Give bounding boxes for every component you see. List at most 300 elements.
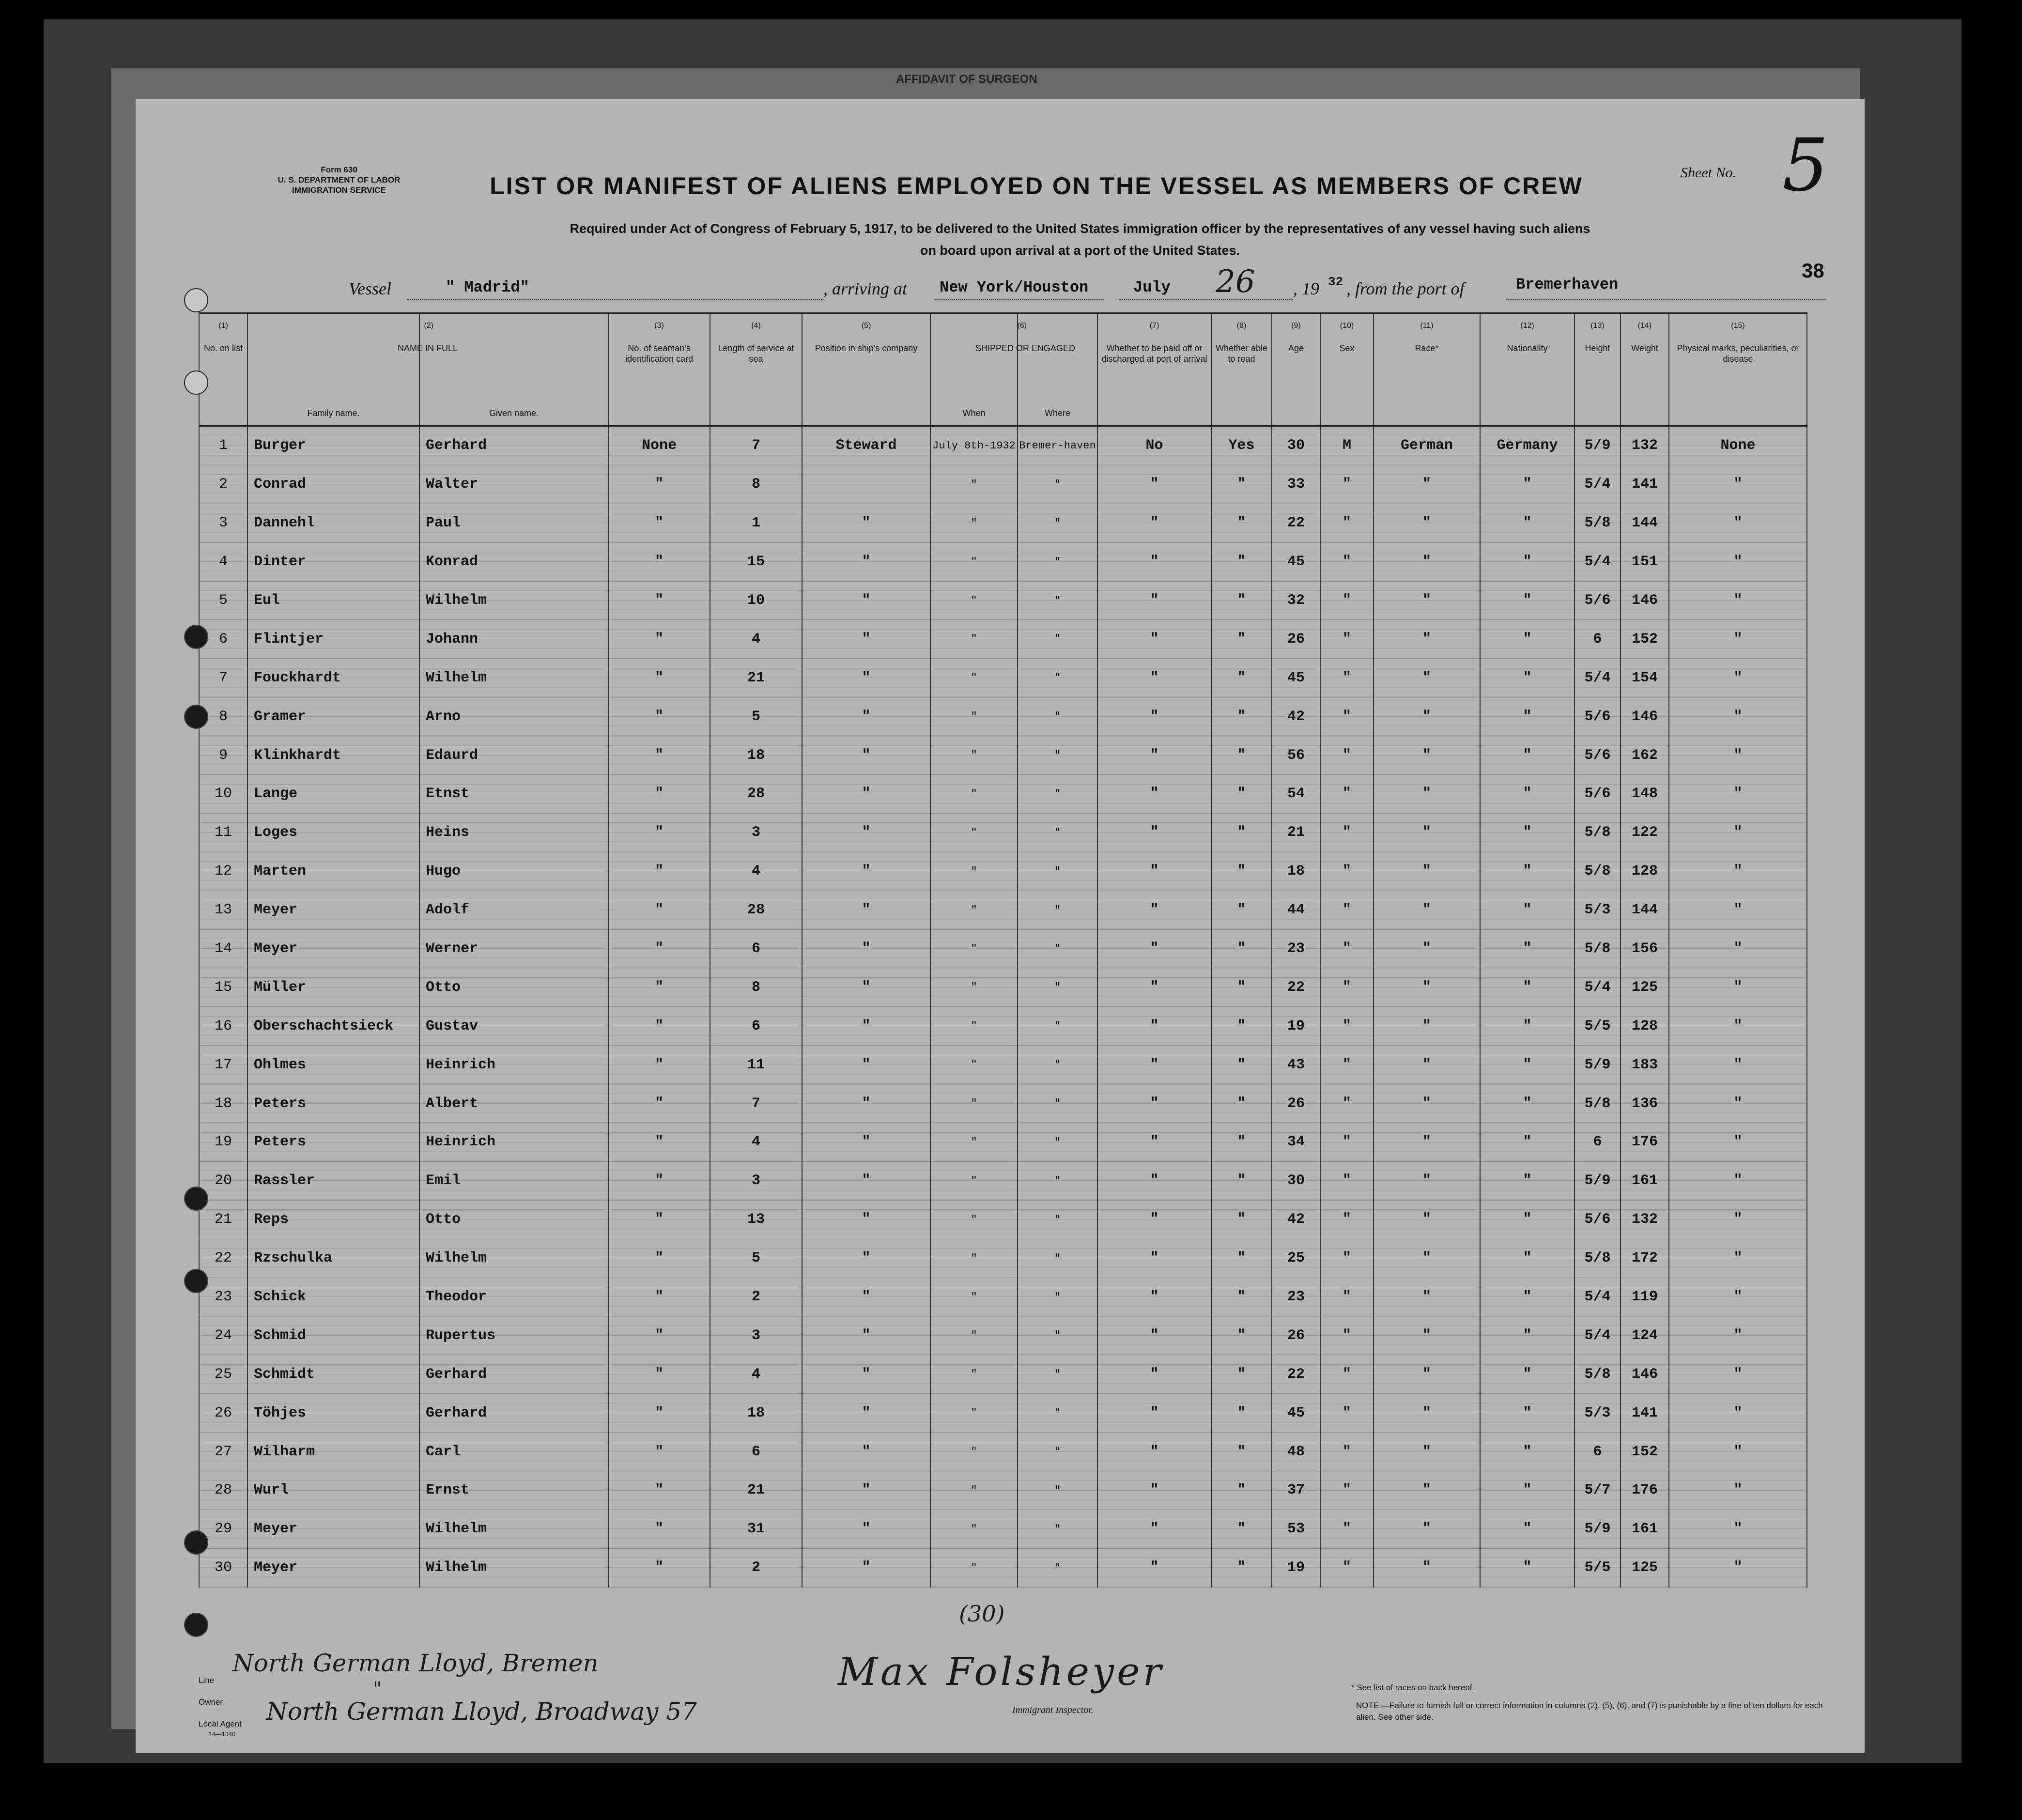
cell-card: " — [608, 1433, 710, 1471]
cell-position: " — [802, 1084, 930, 1123]
cell-card: " — [608, 1161, 710, 1200]
punch-hole — [184, 705, 208, 729]
cell-service: 21 — [710, 1471, 802, 1510]
cell-where: " — [1018, 581, 1097, 620]
cell-weight: 141 — [1621, 1394, 1669, 1433]
cell-height: 5/9 — [1574, 1046, 1621, 1084]
cell-read: " — [1211, 929, 1272, 968]
sheet-number: 5 — [1782, 123, 1829, 208]
cell-no: 29 — [199, 1510, 247, 1548]
cell-family: Oberschachtsieck — [247, 1007, 419, 1046]
cell-marks: " — [1669, 775, 1807, 814]
table-row — [199, 775, 1807, 814]
table-row — [199, 1471, 1807, 1510]
table-row — [199, 1161, 1807, 1200]
col-position: (5) Position in ship's company — [802, 313, 930, 426]
cell-card: " — [608, 697, 710, 736]
cell-marks: " — [1669, 1084, 1807, 1123]
page-title: LIST OR MANIFEST OF ALIENS EMPLOYED ON THE VESSEL AS MEMBERS OF CREW — [490, 172, 1583, 200]
cell-race: " — [1374, 581, 1480, 620]
cell-paid: " — [1097, 1046, 1211, 1084]
cell-card: " — [608, 1471, 710, 1510]
cell-family: Fouckhardt — [247, 659, 419, 697]
penalty-note: NOTE.—Failure to furnish full or correct information in columns (2), (5), (6), and (7) is punishable by a fine of ten dollars for each alien. See other side. — [1356, 1701, 1823, 1722]
cell-no: 18 — [199, 1084, 247, 1123]
vessel-label: Vessel — [349, 279, 391, 298]
cell-sex: " — [1320, 1084, 1374, 1123]
cell-card: " — [608, 736, 710, 775]
cell-when: " — [930, 736, 1018, 775]
table-row — [199, 1123, 1807, 1162]
cell-card: " — [608, 1510, 710, 1548]
cell-nationality: " — [1480, 697, 1574, 736]
cell-height: 6 — [1574, 620, 1621, 659]
cell-nationality: " — [1480, 929, 1574, 968]
cell-marks: " — [1669, 1394, 1807, 1433]
cell-paid: " — [1097, 697, 1211, 736]
cell-no: 10 — [199, 775, 247, 814]
cell-weight: 119 — [1621, 1278, 1669, 1316]
arrival-month: July — [1133, 278, 1171, 296]
total-count: (30) — [959, 1601, 1005, 1627]
cell-sex: " — [1320, 620, 1374, 659]
cell-service: 2 — [710, 1278, 802, 1316]
cell-race: " — [1374, 1007, 1480, 1046]
cell-when: " — [930, 659, 1018, 697]
cell-service: 4 — [710, 1355, 802, 1394]
cell-paid: " — [1097, 775, 1211, 814]
cell-race: " — [1374, 1316, 1480, 1355]
cell-height: 5/4 — [1574, 1278, 1621, 1316]
cell-card: " — [608, 775, 710, 814]
cell-when: " — [930, 542, 1018, 581]
cell-nationality: " — [1480, 581, 1574, 620]
race-note: * See list of races on back hereof. — [1351, 1683, 1475, 1692]
cell-where: " — [1018, 1433, 1097, 1471]
col-height: (13) Height — [1574, 313, 1621, 426]
cell-position: " — [802, 1433, 930, 1471]
cell-age: 42 — [1272, 1200, 1320, 1239]
table-row — [199, 1510, 1807, 1548]
cell-weight: 125 — [1621, 1548, 1669, 1587]
cell-nationality: " — [1480, 891, 1574, 929]
cell-age: 30 — [1272, 426, 1320, 465]
cell-race: " — [1374, 852, 1480, 891]
cell-no: 20 — [199, 1161, 247, 1200]
inspector-label: Immigrant Inspector. — [1012, 1705, 1094, 1715]
cell-nationality: " — [1480, 1046, 1574, 1084]
table-row — [199, 659, 1807, 697]
cell-paid: " — [1097, 929, 1211, 968]
cell-nationality: " — [1480, 968, 1574, 1007]
cell-where: " — [1018, 542, 1097, 581]
cell-race: " — [1374, 620, 1480, 659]
cell-card: " — [608, 1200, 710, 1239]
cell-no: 22 — [199, 1239, 247, 1278]
cell-sex: " — [1320, 1200, 1374, 1239]
cell-given: Heinrich — [419, 1123, 608, 1162]
cell-position: " — [802, 775, 930, 814]
cell-marks: " — [1669, 659, 1807, 697]
cell-age: 22 — [1272, 968, 1320, 1007]
cell-height: 5/6 — [1574, 775, 1621, 814]
cell-height: 5/3 — [1574, 891, 1621, 929]
cell-card: " — [608, 1046, 710, 1084]
cell-nationality: " — [1480, 1355, 1574, 1394]
table-row — [199, 929, 1807, 968]
cell-position: " — [802, 1394, 930, 1433]
cell-race: " — [1374, 891, 1480, 929]
cell-where: " — [1018, 1278, 1097, 1316]
cell-race: " — [1374, 1433, 1480, 1471]
cell-family: Loges — [247, 813, 419, 852]
cell-race: " — [1374, 775, 1480, 814]
cell-service: 4 — [710, 1123, 802, 1162]
cell-position: " — [802, 1278, 930, 1316]
cell-marks: " — [1669, 1007, 1807, 1046]
table-row — [199, 697, 1807, 736]
cell-card: " — [608, 1278, 710, 1316]
cell-paid: " — [1097, 1471, 1211, 1510]
cell-card: " — [608, 813, 710, 852]
cell-weight: 146 — [1621, 1355, 1669, 1394]
cell-marks: " — [1669, 465, 1807, 504]
cell-read: " — [1211, 813, 1272, 852]
cell-marks: " — [1669, 1123, 1807, 1162]
cell-position: " — [802, 1046, 930, 1084]
cell-card: " — [608, 504, 710, 542]
table-row — [199, 542, 1807, 581]
cell-race: " — [1374, 1200, 1480, 1239]
cell-race: " — [1374, 929, 1480, 968]
cell-weight: 144 — [1621, 891, 1669, 929]
cell-given: Heinrich — [419, 1046, 608, 1084]
department-name: U. S. DEPARTMENT OF LABOR — [278, 175, 401, 185]
cell-card: " — [608, 968, 710, 1007]
cell-card: " — [608, 659, 710, 697]
cell-paid: " — [1097, 620, 1211, 659]
cell-age: 26 — [1272, 1084, 1320, 1123]
cell-when: " — [930, 891, 1018, 929]
cell-weight: 156 — [1621, 929, 1669, 968]
cell-age: 22 — [1272, 504, 1320, 542]
cell-paid: " — [1097, 1007, 1211, 1046]
cell-height: 5/8 — [1574, 1084, 1621, 1123]
cell-marks: " — [1669, 1316, 1807, 1355]
cell-read: " — [1211, 1548, 1272, 1587]
cell-family: Conrad — [247, 465, 419, 504]
cell-marks: " — [1669, 1433, 1807, 1471]
cell-position — [802, 465, 930, 504]
cell-given: Wilhelm — [419, 1239, 608, 1278]
punch-hole — [184, 1269, 208, 1293]
cell-where: " — [1018, 1084, 1097, 1123]
cell-position: " — [802, 1123, 930, 1162]
table-row — [199, 504, 1807, 542]
cell-age: 32 — [1272, 581, 1320, 620]
cell-nationality: " — [1480, 736, 1574, 775]
cell-weight: 148 — [1621, 775, 1669, 814]
cell-position: " — [802, 1548, 930, 1587]
cell-where: " — [1018, 659, 1097, 697]
cell-age: 26 — [1272, 620, 1320, 659]
cell-family: Meyer — [247, 1548, 419, 1587]
cell-read: " — [1211, 736, 1272, 775]
cell-height: 5/3 — [1574, 1394, 1621, 1433]
table-row — [199, 1355, 1807, 1394]
cell-paid: " — [1097, 1510, 1211, 1548]
cell-height: 5/5 — [1574, 1007, 1621, 1046]
cell-when: " — [930, 775, 1018, 814]
cell-no: 5 — [199, 581, 247, 620]
cell-age: 45 — [1272, 659, 1320, 697]
cell-age: 37 — [1272, 1471, 1320, 1510]
cell-read: " — [1211, 1239, 1272, 1278]
cell-given: Walter — [419, 465, 608, 504]
cell-when: " — [930, 697, 1018, 736]
cell-height: 6 — [1574, 1433, 1621, 1471]
cell-marks: " — [1669, 968, 1807, 1007]
cell-where: " — [1018, 736, 1097, 775]
cell-family: Peters — [247, 1084, 419, 1123]
cell-where: " — [1018, 1548, 1097, 1587]
cell-service: 4 — [710, 852, 802, 891]
cell-where: " — [1018, 1161, 1097, 1200]
cell-when: " — [930, 1548, 1018, 1587]
cell-family: Rzschulka — [247, 1239, 419, 1278]
cell-given: Johann — [419, 620, 608, 659]
cell-position: " — [802, 736, 930, 775]
cell-card: " — [608, 1316, 710, 1355]
cell-service: 10 — [710, 581, 802, 620]
cell-sex: " — [1320, 1007, 1374, 1046]
cell-height: 5/8 — [1574, 852, 1621, 891]
cell-weight: 141 — [1621, 465, 1669, 504]
cell-where: " — [1018, 1394, 1097, 1433]
cell-marks: " — [1669, 1200, 1807, 1239]
table-row — [199, 736, 1807, 775]
cell-when: " — [930, 1046, 1018, 1084]
cell-family: Ohlmes — [247, 1046, 419, 1084]
cell-paid: " — [1097, 1316, 1211, 1355]
from-underline — [1506, 299, 1826, 300]
cell-read: " — [1211, 504, 1272, 542]
cell-nationality: " — [1480, 1200, 1574, 1239]
cell-given: Otto — [419, 1200, 608, 1239]
cell-family: Wurl — [247, 1471, 419, 1510]
cell-position: " — [802, 697, 930, 736]
cell-sex: " — [1320, 504, 1374, 542]
cell-read: " — [1211, 891, 1272, 929]
header-row — [199, 313, 1807, 426]
punch-hole — [184, 1530, 208, 1555]
cell-given: Albert — [419, 1084, 608, 1123]
cell-height: 5/4 — [1574, 465, 1621, 504]
cell-marks: " — [1669, 504, 1807, 542]
cell-when: " — [930, 1007, 1018, 1046]
cell-read: " — [1211, 1394, 1272, 1433]
cell-read: " — [1211, 1046, 1272, 1084]
cell-when: " — [930, 1316, 1018, 1355]
cell-no: 6 — [199, 620, 247, 659]
cell-family: Meyer — [247, 929, 419, 968]
cell-family: Dannehl — [247, 504, 419, 542]
col-age: (9) Age — [1272, 313, 1320, 426]
cell-weight: 172 — [1621, 1239, 1669, 1278]
cell-when: " — [930, 1278, 1018, 1316]
cell-family: Dinter — [247, 542, 419, 581]
cell-given: Gerhard — [419, 426, 608, 465]
table-row — [199, 1548, 1807, 1587]
cell-given: Heins — [419, 813, 608, 852]
cell-position: " — [802, 1355, 930, 1394]
cell-sex: " — [1320, 581, 1374, 620]
cell-where: " — [1018, 1355, 1097, 1394]
cell-race: " — [1374, 542, 1480, 581]
cell-sex: " — [1320, 1548, 1374, 1587]
from-port: Bremerhaven — [1516, 276, 1619, 293]
table-row — [199, 620, 1807, 659]
cell-service: 6 — [710, 1007, 802, 1046]
cell-family: Wilharm — [247, 1433, 419, 1471]
cell-sex: " — [1320, 1433, 1374, 1471]
cell-no: 1 — [199, 426, 247, 465]
table-row — [199, 1007, 1807, 1046]
cell-weight: 132 — [1621, 1200, 1669, 1239]
cell-read: " — [1211, 1355, 1272, 1394]
cell-service: 18 — [710, 736, 802, 775]
cell-no: 19 — [199, 1123, 247, 1162]
cell-no: 28 — [199, 1471, 247, 1510]
cell-position: Steward — [802, 426, 930, 465]
cell-height: 5/9 — [1574, 1161, 1621, 1200]
cell-read: " — [1211, 1316, 1272, 1355]
affidavit-header: AFFIDAVIT OF SURGEON — [896, 73, 1037, 86]
cell-race: " — [1374, 1084, 1480, 1123]
cell-service: 3 — [710, 1161, 802, 1200]
cell-service: 21 — [710, 659, 802, 697]
cell-family: Schmidt — [247, 1355, 419, 1394]
table-row — [199, 426, 1807, 465]
cell-where: " — [1018, 968, 1097, 1007]
punch-hole — [184, 625, 208, 649]
cell-given: Gerhard — [419, 1355, 608, 1394]
cell-age: 43 — [1272, 1046, 1320, 1084]
cell-family: Marten — [247, 852, 419, 891]
cell-service: 4 — [710, 620, 802, 659]
cell-given: Ernst — [419, 1471, 608, 1510]
cell-paid: " — [1097, 465, 1211, 504]
table-row — [199, 1084, 1807, 1123]
cell-where: " — [1018, 1046, 1097, 1084]
cell-read: " — [1211, 1471, 1272, 1510]
cell-race: " — [1374, 1510, 1480, 1548]
form-number: Form 630 — [321, 165, 357, 174]
col-family-name: (2) NAME IN FULL Family name. — [247, 313, 419, 426]
vessel-underline — [407, 299, 823, 300]
cell-marks: " — [1669, 1046, 1807, 1084]
cell-nationality: " — [1480, 1510, 1574, 1548]
cell-marks: " — [1669, 891, 1807, 929]
table-row — [199, 1239, 1807, 1278]
cell-when: " — [930, 1239, 1018, 1278]
owner-value: " — [373, 1678, 382, 1700]
cell-card: " — [608, 1548, 710, 1587]
cell-age: 34 — [1272, 1123, 1320, 1162]
cell-when: " — [930, 1200, 1018, 1239]
agent-value: North German Lloyd, Broadway 57 — [266, 1697, 697, 1726]
cell-no: 8 — [199, 697, 247, 736]
cell-weight: 146 — [1621, 581, 1669, 620]
cell-age: 23 — [1272, 929, 1320, 968]
cell-sex: " — [1320, 659, 1374, 697]
cell-sex: " — [1320, 775, 1374, 814]
col-race: (11) Race* — [1374, 313, 1480, 426]
cell-service: 5 — [710, 1239, 802, 1278]
cell-weight: 161 — [1621, 1161, 1669, 1200]
cell-when: " — [930, 581, 1018, 620]
line-label: Line — [199, 1676, 215, 1685]
cell-when: " — [930, 1394, 1018, 1433]
cell-height: 5/5 — [1574, 1548, 1621, 1587]
cell-race: " — [1374, 1161, 1480, 1200]
cell-service: 18 — [710, 1394, 802, 1433]
cell-sex: " — [1320, 1355, 1374, 1394]
cell-card: " — [608, 1123, 710, 1162]
cell-service: 31 — [710, 1510, 802, 1548]
cell-height: 5/6 — [1574, 1200, 1621, 1239]
cell-read: " — [1211, 465, 1272, 504]
cell-given: Theodor — [419, 1278, 608, 1316]
cell-age: 26 — [1272, 1316, 1320, 1355]
cell-where: " — [1018, 1123, 1097, 1162]
cell-paid: " — [1097, 542, 1211, 581]
cell-race: " — [1374, 697, 1480, 736]
cell-card: " — [608, 1084, 710, 1123]
cell-height: 6 — [1574, 1123, 1621, 1162]
cell-no: 21 — [199, 1200, 247, 1239]
cell-age: 56 — [1272, 736, 1320, 775]
cell-sex: " — [1320, 1239, 1374, 1278]
col-shipped-where: Where — [1018, 313, 1097, 426]
cell-race: " — [1374, 813, 1480, 852]
cell-card: " — [608, 1394, 710, 1433]
cell-family: Töhjes — [247, 1394, 419, 1433]
cell-read: " — [1211, 1123, 1272, 1162]
cell-family: Schmid — [247, 1316, 419, 1355]
cell-marks: " — [1669, 542, 1807, 581]
cell-race: " — [1374, 1046, 1480, 1084]
cell-weight: 122 — [1621, 813, 1669, 852]
cell-no: 30 — [199, 1548, 247, 1587]
punch-hole — [184, 1613, 208, 1637]
cell-card: " — [608, 581, 710, 620]
cell-where: " — [1018, 504, 1097, 542]
table-row — [199, 1278, 1807, 1316]
subtitle — [387, 218, 1773, 262]
cell-position: " — [802, 659, 930, 697]
cell-given: Wilhelm — [419, 581, 608, 620]
cell-nationality: " — [1480, 1548, 1574, 1587]
cell-family: Lange — [247, 775, 419, 814]
cell-height: 5/9 — [1574, 1510, 1621, 1548]
cell-when: " — [930, 968, 1018, 1007]
col-paid-off: (7) Whether to be paid off or discharged at port of arrival — [1097, 313, 1211, 426]
cell-read: " — [1211, 968, 1272, 1007]
cell-service: 3 — [710, 1316, 802, 1355]
cell-card: " — [608, 620, 710, 659]
cell-position: " — [802, 1007, 930, 1046]
